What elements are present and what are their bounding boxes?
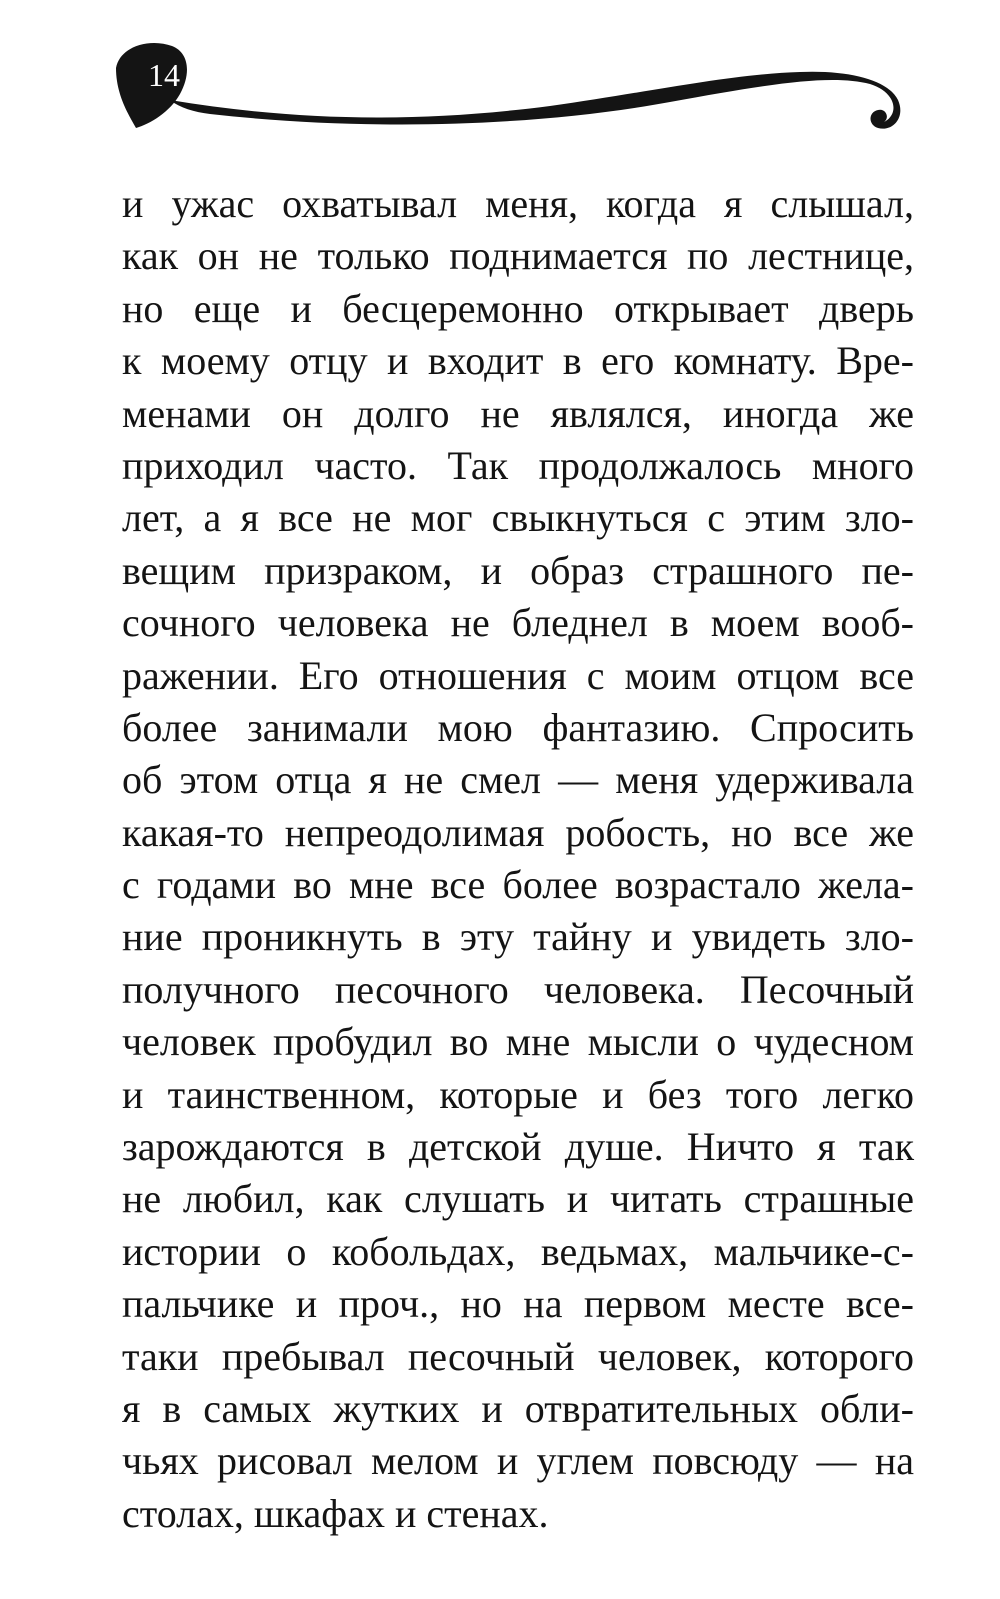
text-line: пальчике и проч., но на первом месте все-: [122, 1281, 914, 1327]
text-line: но еще и бесцеремонно открывает дверь: [122, 285, 914, 331]
text-line: не любил, как слушать и читать страшные: [122, 1176, 914, 1222]
text-line: какая-то непреодолимая робость, но все же: [122, 809, 914, 855]
text-line: ние проникнуть в эту тайну и увидеть зло-: [122, 914, 914, 960]
text-line: и ужас охватывал меня, когда я слышал,: [122, 181, 914, 226]
text-line: столах, шкафах и стенах.: [122, 1490, 549, 1536]
ornament-flourish-icon: [110, 28, 910, 138]
text-line: более занимали мою фантазию. Спросить: [122, 704, 914, 750]
text-line: приходил часто. Так продолжалось много: [122, 442, 914, 488]
text-line: сочного человека не бледнел в моем вооб-: [122, 600, 914, 646]
body-text: [122, 178, 914, 1540]
text-line: менами он долго не являлся, иногда же: [122, 390, 914, 436]
text-line: зарождаются в детской душе. Ничто я так: [122, 1124, 914, 1170]
text-line: получного песочного человека. Песочный: [122, 966, 914, 1012]
text-line: к моему отцу и входит в его комнату. Вре-: [122, 338, 914, 384]
text-line: с годами во мне все более возрастало жела-: [122, 862, 914, 908]
text-line: таки пребывал песочный человек, которого: [122, 1333, 914, 1379]
text-line: истории о кобольдах, ведьмах, мальчике-с-: [122, 1228, 914, 1274]
text-line: человек пробудил во мне мысли о чудесном: [122, 1019, 914, 1065]
text-line: вещим призраком, и образ страшного пе-: [122, 547, 914, 593]
text-line: как он не только поднимается по лестнице,: [122, 233, 914, 279]
text-line: ражении. Его отношения с моим отцом все: [122, 652, 914, 698]
text-line: об этом отца я не смел — меня удерживала: [122, 757, 914, 803]
text-line: и таинственном, которые и без того легко: [122, 1071, 914, 1117]
text-line: чьях рисовал мелом и углем повсюду — на: [122, 1438, 914, 1484]
page-header: [110, 28, 910, 138]
text-line: лет, а я все не мог свыкнуться с этим зло-: [122, 495, 914, 541]
text-line: я в самых жутких и отвратительных обли-: [122, 1385, 914, 1431]
page-number: 14: [148, 57, 180, 93]
